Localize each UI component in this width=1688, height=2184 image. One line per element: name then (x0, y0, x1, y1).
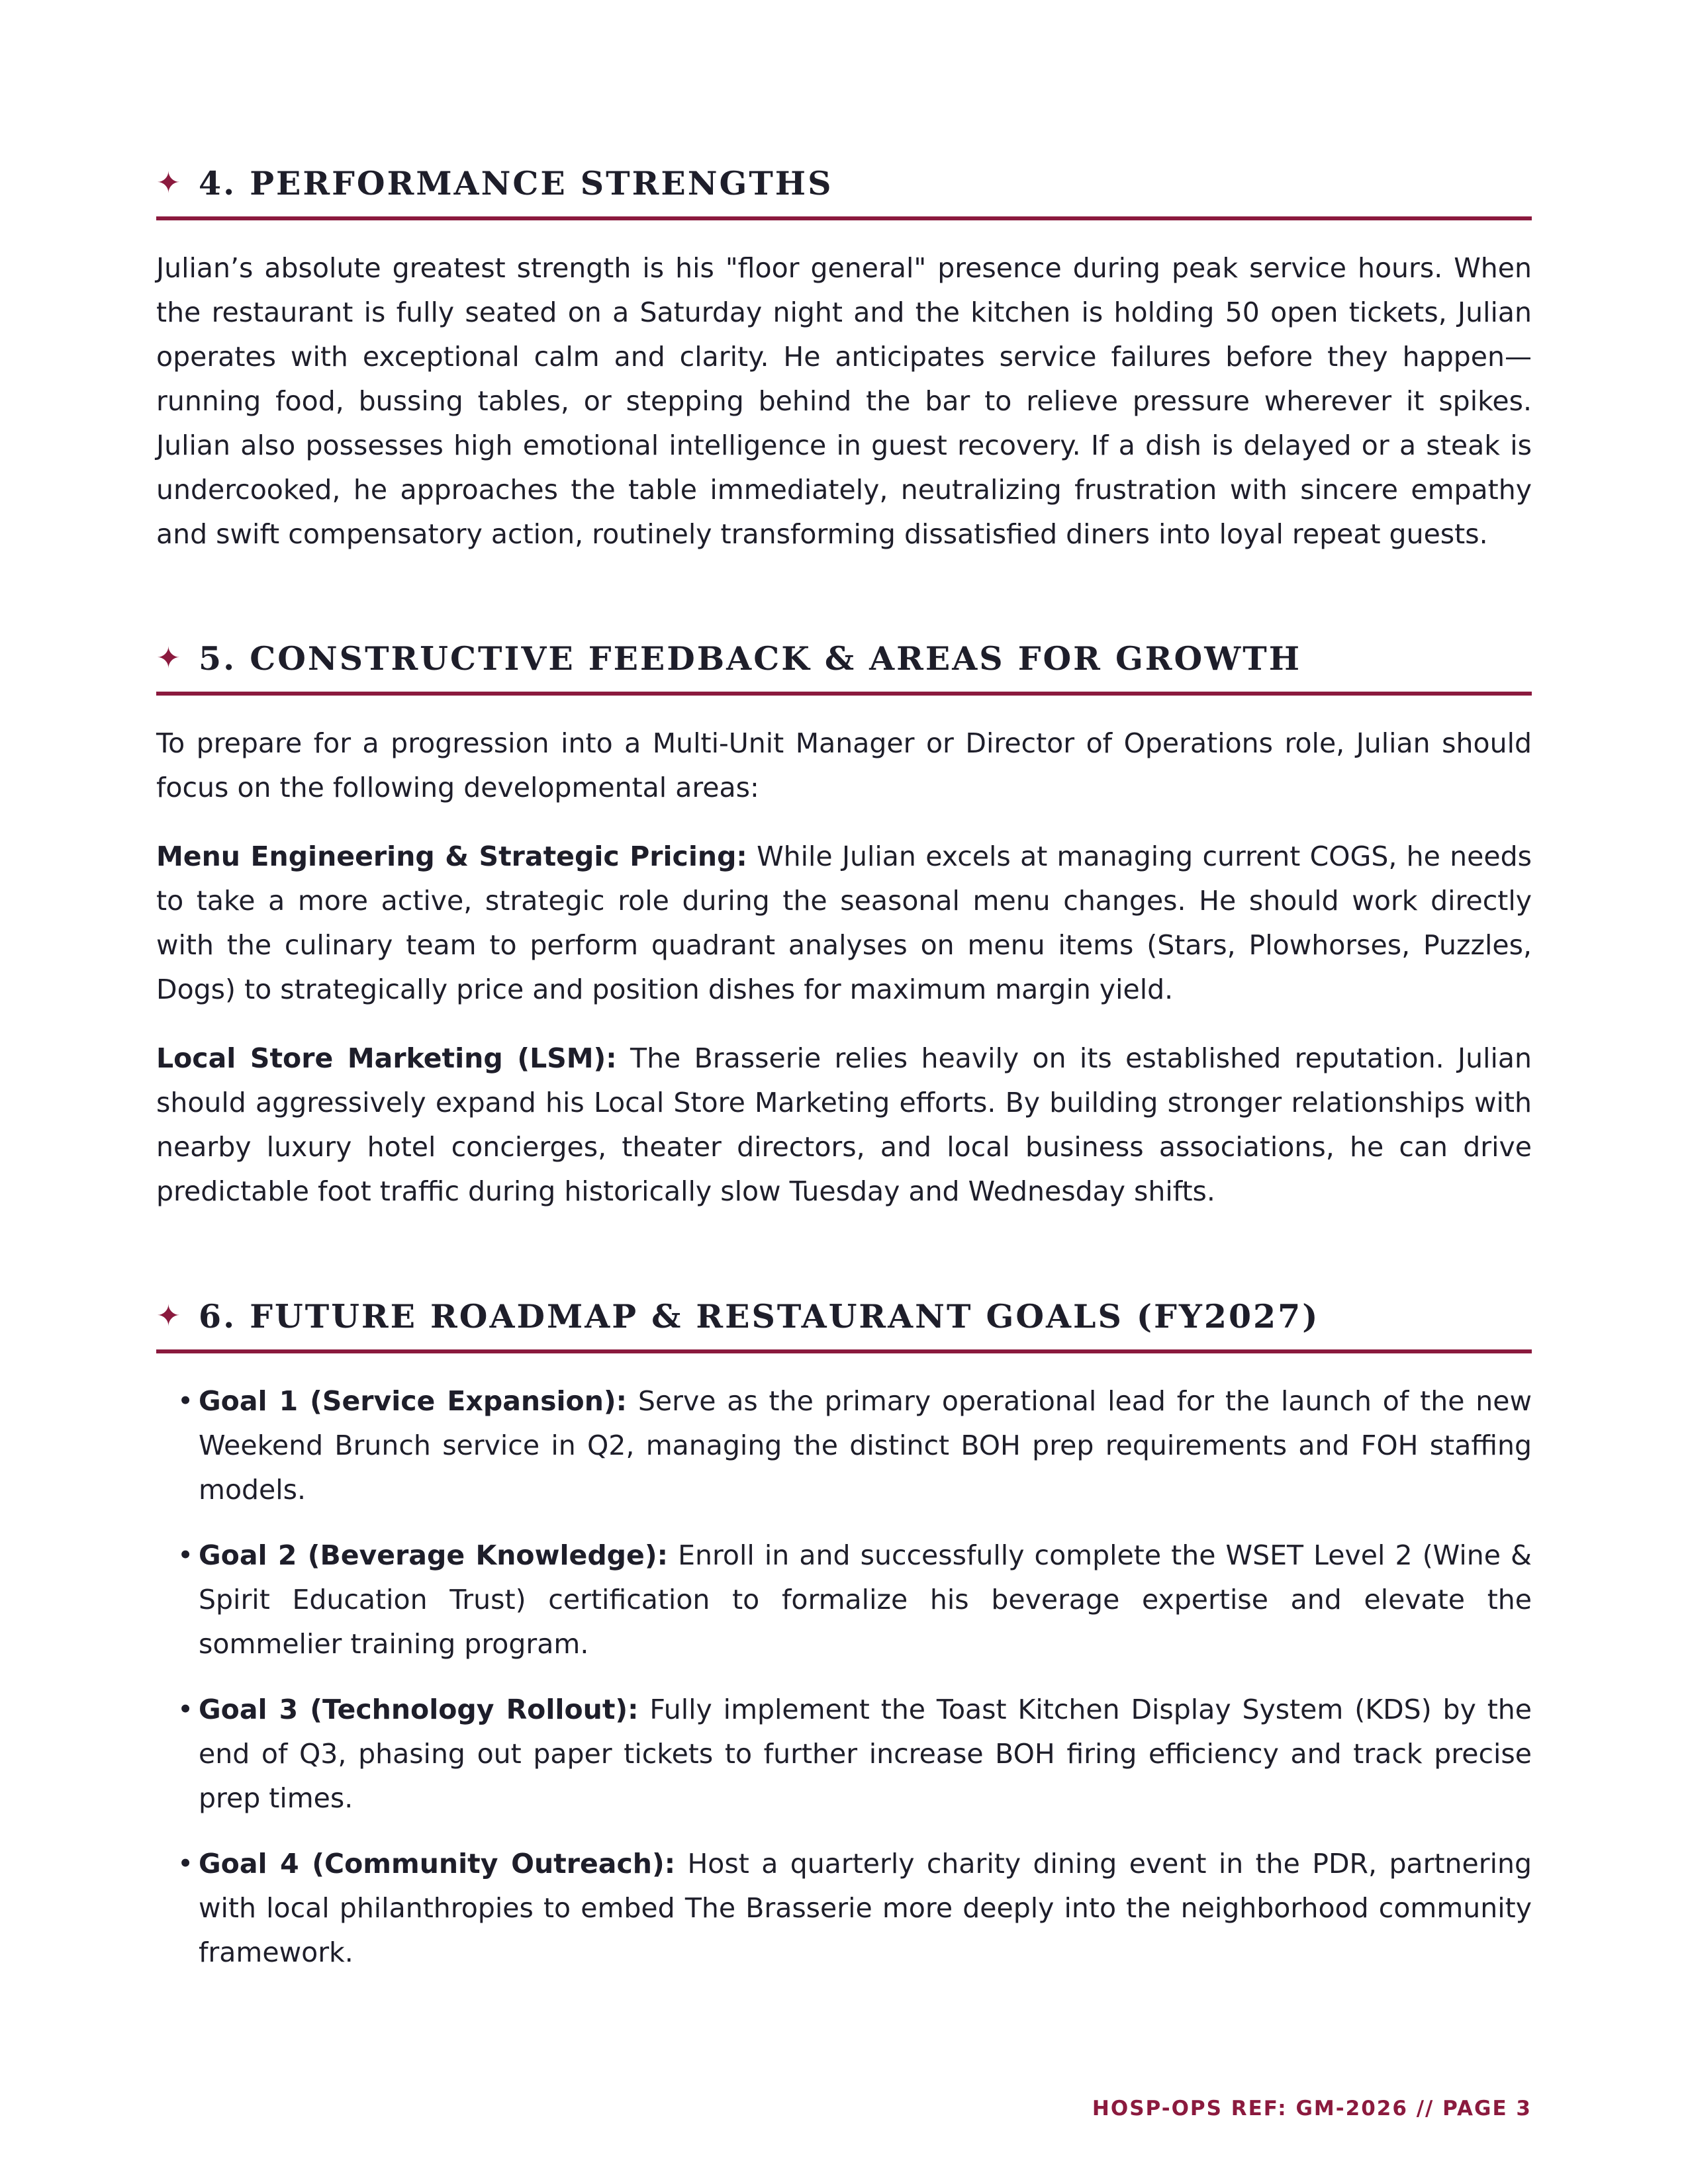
feedback-item-local-store-marketing (156, 1036, 1532, 1214)
section-constructive-feedback (156, 639, 1532, 1214)
bullet: • (177, 1693, 194, 1725)
list-item (156, 1533, 1532, 1666)
bullet: • (177, 1539, 194, 1571)
goal-text: Serve as the primary operational lead for the launch of the new Weekend Brunch service in Q2, managing the distinct BOH prep requirements and FOH staffing models. (199, 1385, 1532, 1506)
list-item (156, 1688, 1532, 1821)
section-header (156, 164, 1532, 220)
goals-list (156, 1379, 1532, 1975)
section-title: 5. CONSTRUCTIVE FEEDBACK & AREAS FOR GROWTH (199, 639, 1301, 678)
feedback-intro: To prepare for a progression into a Multi-Unit Manager or Director of Operations role, Julian should focus on the following developmental areas: (156, 727, 1532, 803)
feedback-item-label: Menu Engineering & Strategic Pricing: (156, 840, 747, 872)
section-title: 4. PERFORMANCE STRENGTHS (199, 164, 833, 203)
document-page (156, 0, 1532, 2184)
page-footer: HOSP-OPS REF: GM-2026 // PAGE 3 (1092, 2097, 1532, 2120)
star-icon: ✦ (156, 641, 181, 676)
section-title: 6. FUTURE ROADMAP & RESTAURANT GOALS (FY2027) (199, 1297, 1320, 1336)
feedback-item-menu-engineering (156, 835, 1532, 1012)
list-item (156, 1379, 1532, 1512)
strengths-paragraph: Julian’s absolute greatest strength is his "floor general" presence during peak service hours. When the restaurant is fully seated on a Saturday night and the kitchen is holding 50 open tickets, Julian operates with exceptional calm and clarity. He anticipates service failures before they happen—running food, bussing tables, or stepping behind the bar to relieve pressure wherever it spikes. Julian also possesses high emotional intelligence in guest recovery. If a dish is delayed or a steak is undercooked, he approaches the table immediately, neutralizing frustration with sincere empathy and swift compensatory action, routinely transforming dissatisfied diners into loyal repeat guests. (156, 251, 1532, 550)
goal-label: Goal 2 (Beverage Knowledge): (199, 1539, 668, 1571)
list-item (156, 1842, 1532, 1975)
section-future-roadmap (156, 1297, 1532, 1996)
goal-text: Fully implement the Toast Kitchen Display System (KDS) by the end of Q3, phasing out paper tickets to further increase BOH firing efficiency and track precise prep times. (199, 1693, 1532, 1814)
star-icon: ✦ (156, 166, 181, 201)
bullet: • (177, 1385, 194, 1417)
star-icon: ✦ (156, 1299, 181, 1334)
feedback-item-label: Local Store Marketing (LSM): (156, 1042, 617, 1074)
goal-text: Enroll in and successfully complete the WSET Level 2 (Wine & Spirit Education Trust) certification to formalize his beverage expertise and elevate the sommelier training program. (199, 1539, 1532, 1660)
goal-text: Host a quarterly charity dining event in the PDR, partnering with local philanthropies to embed The Brasserie more deeply into the neighborhood community framework. (199, 1847, 1532, 1968)
goal-label: Goal 1 (Service Expansion): (199, 1385, 628, 1417)
goal-label: Goal 3 (Technology Rollout): (199, 1693, 639, 1725)
bullet: • (177, 1847, 194, 1880)
feedback-item-text: The Brasserie relies heavily on its established reputation. Julian should aggressively expand his Local Store Marketing efforts. By building stronger relationships with nearby luxury hotel concierges, theater directors, and local business associations, he can drive predictable foot traffic during historically slow Tuesday and Wednesday shifts. (156, 1042, 1532, 1207)
section-performance-strengths (156, 164, 1532, 557)
feedback-item-text: While Julian excels at managing current COGS, he needs to take a more active, strategic role during the seasonal menu changes. He should work directly with the culinary team to perform quadrant analyses on menu items (Stars, Plowhorses, Puzzles, Dogs) to strategically price and position dishes for maximum margin yield. (156, 840, 1532, 1005)
goal-label: Goal 4 (Community Outreach): (199, 1847, 676, 1880)
section-header (156, 1297, 1532, 1353)
section-header (156, 639, 1532, 696)
